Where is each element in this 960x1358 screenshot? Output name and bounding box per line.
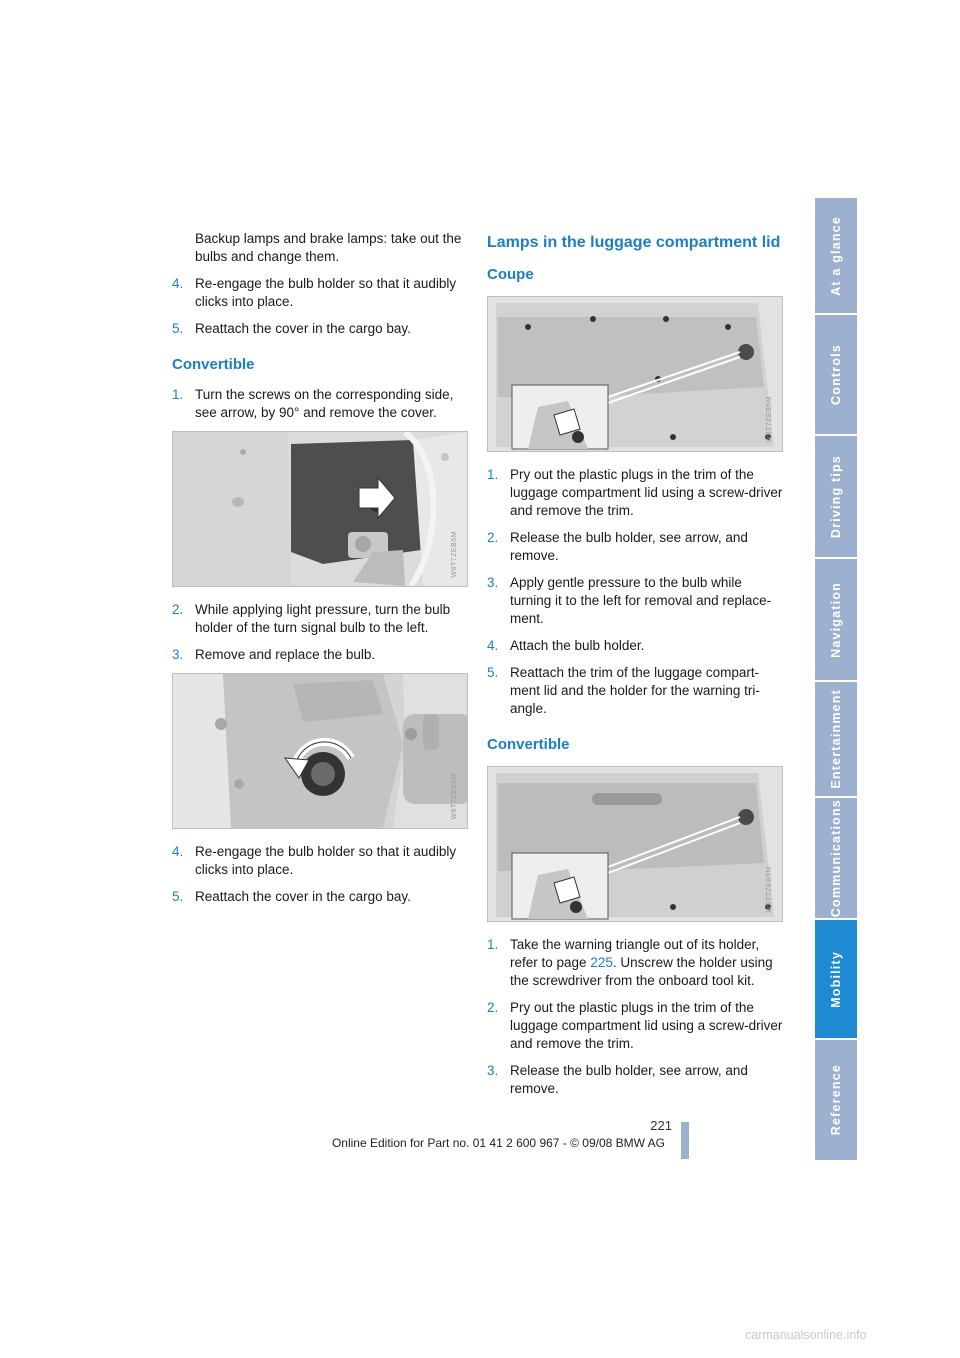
step-number: 3. bbox=[487, 1063, 499, 1078]
sidebar-tab-reference[interactable] bbox=[815, 1040, 857, 1162]
step-text bbox=[510, 936, 783, 990]
step-number: 5. bbox=[172, 321, 184, 336]
site-watermark: carmanualsonline.info bbox=[745, 1328, 867, 1342]
step-item bbox=[487, 664, 783, 718]
step-text: Reattach the cover in the cargo bay. bbox=[195, 321, 411, 336]
step-item bbox=[172, 843, 468, 879]
figure-convertible-luggage-lid bbox=[487, 766, 783, 922]
figure-code: W8T7ZEB5M bbox=[451, 773, 458, 820]
step-number: 2. bbox=[487, 530, 499, 545]
tab-label: At a glance bbox=[829, 215, 843, 296]
tab-label: Mobility bbox=[829, 950, 843, 1008]
step-number: 1. bbox=[487, 467, 499, 482]
step-item bbox=[487, 466, 783, 520]
figure-code: W8T7ZEB5M bbox=[766, 396, 773, 443]
figure-turn-signal-holder bbox=[172, 673, 468, 829]
section-heading-convertible: Convertible bbox=[487, 736, 570, 753]
step-item bbox=[487, 637, 783, 655]
step-item bbox=[487, 529, 783, 565]
sidebar-tab-at-a-glance[interactable] bbox=[815, 198, 857, 315]
sidebar-tab-communications[interactable] bbox=[815, 798, 857, 920]
figure-code: W8T7ZEB5M bbox=[766, 866, 773, 913]
cargo-cover-illustration bbox=[173, 432, 467, 586]
page-number: 221 bbox=[650, 1118, 672, 1133]
step-text: Pry out the plastic plugs in the trim of the luggage compartment lid using a screw-driver and remove the trim. bbox=[510, 467, 783, 518]
step-number: 5. bbox=[172, 889, 184, 904]
right-column bbox=[487, 230, 783, 1107]
step-item bbox=[172, 601, 468, 637]
tab-label: Communications bbox=[829, 798, 843, 918]
sidebar-tab-driving-tips[interactable] bbox=[815, 436, 857, 559]
step-item bbox=[487, 1062, 783, 1098]
step-text: While applying light pressure, turn the bulb holder of the turn signal bulb to the left. bbox=[195, 602, 451, 635]
step-number: 4. bbox=[487, 638, 499, 653]
step-number: 3. bbox=[172, 647, 184, 662]
step-item bbox=[487, 936, 783, 990]
step-item bbox=[172, 386, 468, 422]
footer-marker bbox=[681, 1122, 689, 1159]
figure-coupe-luggage-lid bbox=[487, 296, 783, 452]
page-reference-link[interactable]: 225 bbox=[590, 955, 613, 970]
tab-label: Reference bbox=[829, 1064, 843, 1136]
step-text: Remove and replace the bulb. bbox=[195, 647, 376, 662]
step-text: Turn the screws on the corresponding side, see arrow, by 90° and remove the cover. bbox=[195, 387, 454, 420]
section-heading-convertible: Convertible bbox=[172, 356, 255, 373]
section-heading-coupe: Coupe bbox=[487, 266, 534, 283]
step-number: 2. bbox=[487, 1000, 499, 1015]
step-number: 5. bbox=[487, 665, 499, 680]
step-text: Re-engage the bulb holder so that it audibly clicks into place. bbox=[195, 844, 457, 877]
step-number: 3. bbox=[487, 575, 499, 590]
step-text: Pry out the plastic plugs in the trim of the luggage compartment lid using a screw-driver and remove the trim. bbox=[510, 1000, 783, 1051]
step-item bbox=[172, 888, 468, 906]
step-item bbox=[172, 275, 468, 311]
step-number: 2. bbox=[172, 602, 184, 617]
sidebar-tab-navigation[interactable] bbox=[815, 559, 857, 682]
sidebar-tab-mobility[interactable] bbox=[815, 920, 857, 1040]
step-text-before: Take the warning triangle out of its holder, refer to page bbox=[510, 937, 760, 970]
step-text: Apply gentle pressure to the bulb while turning it to the left for removal and replace-ment. bbox=[510, 575, 772, 626]
coupe-lid-illustration bbox=[488, 297, 782, 451]
section-heading-luggage-lid: Lamps in the luggage compartment lid bbox=[487, 234, 781, 251]
figure-code: W8T7ZEB5M bbox=[451, 531, 458, 578]
tab-label: Entertainment bbox=[829, 689, 843, 789]
step-number: 1. bbox=[172, 387, 184, 402]
step-number: 1. bbox=[487, 937, 499, 952]
sidebar-tab-entertainment[interactable] bbox=[815, 682, 857, 798]
step-text: Attach the bulb holder. bbox=[510, 638, 645, 653]
step-item bbox=[172, 320, 468, 338]
convertible-lid-illustration bbox=[488, 767, 782, 921]
tab-label: Driving tips bbox=[829, 454, 843, 539]
step-text: Reattach the trim of the luggage compart-ment lid and the holder for the warning tri-angle. bbox=[510, 665, 760, 716]
tab-label: Navigation bbox=[829, 581, 843, 658]
step-number: 4. bbox=[172, 844, 184, 859]
step-item bbox=[487, 999, 783, 1053]
figure-cargo-cover-screws bbox=[172, 431, 468, 587]
step-number: 4. bbox=[172, 276, 184, 291]
step-item bbox=[172, 646, 468, 664]
step-text-after: . Unscrew the holder using the screwdriver from the onboard tool kit. bbox=[510, 955, 773, 988]
step-text: Release the bulb holder, see arrow, and remove. bbox=[510, 1063, 748, 1096]
sidebar-tab-controls[interactable] bbox=[815, 315, 857, 436]
left-column bbox=[172, 230, 468, 915]
step-item bbox=[487, 574, 783, 628]
step-text: Re-engage the bulb holder so that it audibly clicks into place. bbox=[195, 276, 457, 309]
edition-footer: Online Edition for Part no. 01 41 2 600 967 - © 09/08 BMW AG bbox=[331, 1136, 665, 1150]
bulb-holder-illustration bbox=[173, 674, 467, 828]
intro-text: Backup lamps and brake lamps: take out the bulbs and change them. bbox=[195, 231, 462, 264]
tab-label: Controls bbox=[829, 344, 843, 405]
step-text: Release the bulb holder, see arrow, and remove. bbox=[510, 530, 748, 563]
step-text: Reattach the cover in the cargo bay. bbox=[195, 889, 411, 904]
